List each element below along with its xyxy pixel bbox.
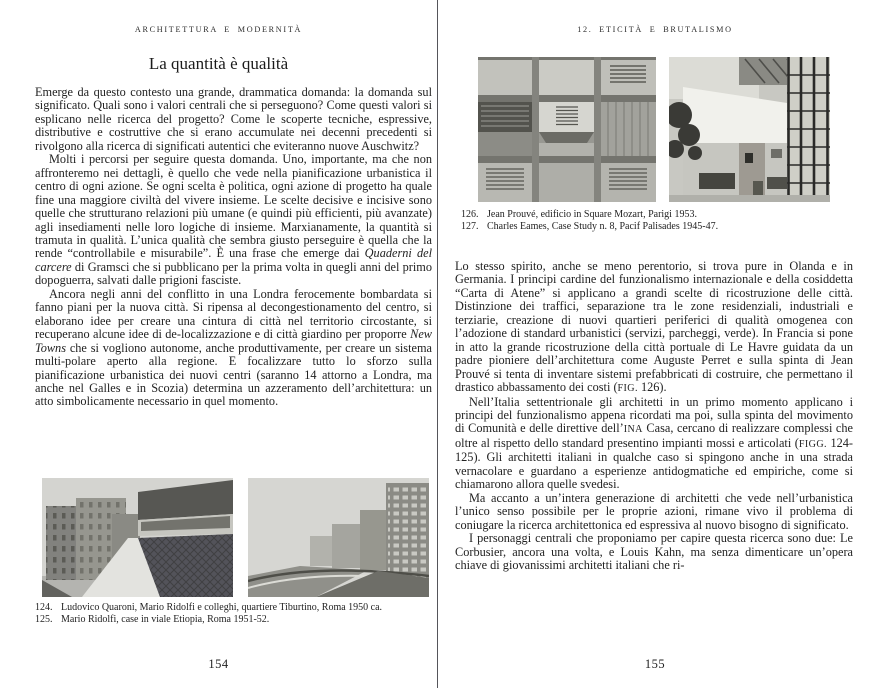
paragraph: Lo stesso spirito, anche se meno perentorio, si trova pure in Olanda e in Germania. I principi cardine del funzionalismo internazionale e della cosiddetta “Carta di Atene” si applicano a grandi scelte di ricostruzione delle città. Distinzione dei traffici, separazione tra le zone residenziali, industriali e terziarie, creazione di nuovi quartieri periferici di qualità omogenea con l’adozione di standard urbanistici (servizi, parcheggi, verde). In Francia si pone in atto la grande ricostruzione della città portuale di Le Havre guidata da un padre pioniere dell’architettura come Auguste Perret e sulla spinta di Jean Prouvé si tenta di inventare sistemi prefabbricati di costruire, che permettano il drastico abbassamento dei costi (FIG. 126).	[455, 260, 853, 395]
paragraph: Ancora negli anni del conflitto in una Londra ferocemente bombardata si fanno piani per la nuova città. Si ripensa al decongestionamento del centro, si elaborano idee per creare una cintura di città nel territorio circostante, si recuperano alcune idee di de-localizzazione e di città giardino per proporre New Towns che si vogliono autonome, anche produttivamente, per creare un sistema multi-polare aperto alla regione. E focalizzare tutto lo sforzo sulla pianificazione urbanistica dei nuovi centri (saranno 14 attorno a Londra, ma anche nel Galles e in Scozia) determina un azzeramento dell’architettura: un atto simbolicamente necessario in quel momento.	[35, 286, 432, 409]
figure-126-image	[478, 57, 656, 202]
body-text-left	[35, 86, 432, 472]
figure-caption: 126. Jean Prouvé, edificio in Square Mozart, Parigi 1953.	[461, 209, 697, 220]
figure-124-image	[42, 478, 233, 597]
page-right	[438, 0, 872, 688]
captions-left	[35, 602, 435, 626]
paragraph: Ma accanto a un’intera generazione di architetti che vede nell’urbanistica l’unico senso possibile per le proprie azioni, rimane vivo il problema di coniugare la ricerca architettonica ed espressiva al nuovo bisogno di significato.	[455, 490, 853, 532]
figures-right	[478, 57, 830, 202]
figure-125-image	[248, 478, 429, 597]
paragraph: Nell’Italia settentrionale gli architetti in un primo momento applicano i principi del funzionalismo appena ricordati ma poi, sulla spinta del movimento di Comunità e delle direttive dell’INA Casa, cercano di realizzare complessi che oltre al rispetto dello standard presentino impianti mossi e articolati (FIGG. 124-125). Gli architetti italiani in qualche caso si spingono anche in una strada vernacolare e guardano a esperienze antidogmatiche ed empiriche, come si chiamarono allora quelle svedesi.	[455, 394, 853, 492]
paragraph: I personaggi centrali che proponiamo per capire questa ricerca sono due: Le Corbusier, ancora una volta, e Louis Kahn, ma senza dimenticare un’opera chiave di giovanissimi architetti italiani che ri-	[455, 531, 853, 572]
figure-caption: 124. Ludovico Quaroni, Mario Ridolfi e colleghi, quartiere Tiburtino, Roma 1950 ca.	[35, 602, 383, 613]
running-head-right: 12. ETICITÀ E BRUTALISMO	[577, 25, 733, 34]
captions-right	[461, 209, 861, 233]
paragraph: Molti i percorsi per seguire questa domanda. Uno, importante, ma che non affronteremo nei dettagli, è quello che vede nella pianificazione urbanistica il centro di ogni azione. Se ogni scelta è politica, ogni azione di progetto ha quale fine una maggiore civiltà del vivere insieme. Le scelte decisive e incisive sono quelle che strutturano relazioni più umane (e quindi più efficienti, più avanzate) agli insediamenti nelle loro logiche di insieme. Marxianamente, la quantità si tramuta in qualità. L’unica qualità che sembra giusto perseguire è quella che la rende “controllabile e misurabile”. È una frase che emerge dai Quaderni del carcere di Gramsci che si pubblicano per la prima volta in quegli anni del primo dopoguerra, salvati dalle prigioni fasciste.	[35, 152, 432, 288]
figures-left	[42, 478, 429, 597]
page-number-left: 154	[208, 657, 229, 671]
figure-127-image	[669, 57, 830, 202]
running-head-left: ARCHITETTURA E MODERNITÀ	[134, 25, 303, 34]
paragraph: Emerge da questo contesto una grande, drammatica domanda: la domanda sul significato. Quali sono i valori centrali che si perseguono? Come questi valori si esplicano nelle ricerca del progetto? Come le scoperte tecniche, espressive, distributive e costruttive che si erano accumulate nei decenni precedenti si rivolgono alla ricerca di significati autentici che eviteranno nuove Auschwitz?	[35, 86, 432, 153]
section-title: La quantità è qualità	[148, 54, 289, 73]
page-number-right: 155	[644, 657, 666, 671]
body-text-right	[455, 260, 853, 640]
figure-caption: 125. Mario Ridolfi, case in viale Etiopia, Roma 1951-52.	[35, 614, 270, 626]
figure-caption: 127. Charles Eames, Case Study n. 8, Pacif Palisades 1945-47.	[461, 221, 719, 233]
